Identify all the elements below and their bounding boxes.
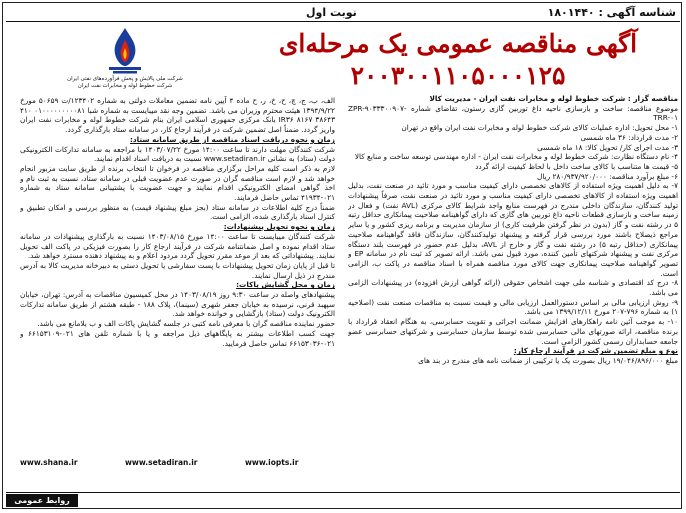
paragraph: ۱۰- به موجب آئین نامه راهکارهای افزایش ضمانت اجرائی و تقویت حسابرسی، به هنگام انعقاد قرارداد با برنده مناقصه، ارائه صورتهای مالی حسابرسی شده توسط سازمان حسابرسی و شرکتهای حسابرسی عضو جامعه حسابداران رسمی کشور الزامی است.: [348, 317, 678, 346]
paragraph: مبلغ ۱۹/۰۴۶/۸۹۶/۰۰۰ ریال بصورت یک یا ترکیبی از ضمانت نامه های مندرج در بند های: [418, 355, 678, 365]
paragraph: موضوع مناقصه: ساخت و بازسازی ناحیه داغ توربین گازی رستون، تقاضای شماره ZPR-۹۰۳۳۳۰۰۹۰۷-TRR-۰۱: [348, 103, 678, 123]
paragraph: شرکت کنندگان مهلت دارند تا ساعت ۱۴:۰۰ مورخ ۱۴۰۳/۰۷/۲۲ با مراجعه به سامانه تدارکات الکترونیکی دولت (ستاد) به نشانی www.setadiran.ir نسبت به دریافت اسناد اقدام نمایند.: [20, 144, 335, 164]
website-link[interactable]: www.shana.ir: [20, 458, 78, 467]
ad-number: شناسه آگهی : ۱۸۰۱۴۴۰: [547, 6, 676, 19]
paragraph: حضور نماینده مناقصه گران با معرفی نامه کتبی در جلسه گشایش پاکات الف و ب بلامانع می باشد.: [37, 319, 335, 329]
paragraph: ۸- درج کد اقتصادی و شناسه ملی جهت اشخاص حقوقی (ارائه گواهی ارزش افزوده) در پیشنهادات الزامی می باشد.: [348, 278, 678, 298]
paragraph: ۱- محل تحویل: اداره عملیات کالای شرکت خطوط لوله و مخابرات نفت ایران واقع در تهران: [401, 123, 678, 133]
paragraph: ۹- روش ارزیابی مالی بر اساس دستورالعمل ارزیابی مالی و قیمت نسبت به مناقصات صنعت نفت (اصلاحیه ۱) به شماره ۷۹۶-۲۰۷ مورخ ۱۳۹۹/۱۲/۱۱ می باشد.: [348, 297, 678, 317]
paragraph: ۷- به دلیل اهمیت ویژه استفاده از کالاهای تخصصی دارای کیفیت مناسب و مورد تائید در صنعت نفت، بدلیل اهمیت ویژه استفاده از کالاهای تخصصی دارای کیفیت مناسب و مورد تائید در صنعت نفت، صرفاً پیشنهادات تولید کنندگان، سازندگان داخلی مندرج در فهرست منابع واجد شرایط کالای مرکزی (AVL نفت) و فعال در زمینه ساخت و بازسازی قطعات ناحیه داغ توربین های گازی که دارای گواهینامه صلاحیت پیمانکاری حداقل رتبه ۵ در رشته نفت و گاز (بدون در نظر گرفتن ظرفیت کاری) از سازمان مدیریت و برنامه ریزی کشور و یا سایر مراجع ذیصلاح باشند مورد بررسی قرار گرفته و پیشنهاد تولیدکنندگان، سازندگان فاقد گواهینامه صلاحیت پیمانکاری (حداقل رتبه ۵) در رشته نفت و گاز و خارج از AVL، بدلیل عدم حضور در فهرست بلند دستگاه مرکزی نفت و پیشنهاد شرکتهای تأمین کننده، مورد قبول نمی باشد. ارائه تصویر کد ثبت نام در سامانه EP و تصویر گواهینامه صلاحیت پیمانکاری جهت کالای مورد مناقصه همراه با اسناد مناقصه در پاکت ب، الزامی است.: [348, 181, 678, 278]
company-logo: [40, 26, 210, 96]
paragraph: ۶- مبلغ برآورد مناقصه: ۲۸۰/۹۳۷/۹۲۰/۰۰۰ ریال: [537, 171, 678, 181]
tender-number: ۲۰۰۳۰۰۱۱۰۵۰۰۰۱۲۵: [350, 61, 566, 90]
paragraph: پیشنهادهای واصله در ساعت ۹:۳۰ روز ۱۴۰۳/۰۸/۱۹ در محل کمیسیون مناقصات به آدرس: تهران، خیابان سپهبد قرنی، نرسیده به خیابان جعفر شهری (سینما)، پلاک ۱۸۸ - طبقه هشتم از طریق سامانه تدارکات الکترونیک دولت (ستاد) بازگشایی و خوانده خواهد شد.: [20, 290, 335, 319]
paragraph: مناقصه گزار : شرکت خطوط لوله و مخابرات نفت ایران - مدیریت کالا: [429, 94, 678, 103]
paragraph: لازم به ذکر است کلیه مراحل برگزاری مناقصه در فرخوان تا انتخاب برنده از طریق سایت مزبور انجام خواهد شد و لازم است مناقصه گران در صورت عدم عضویت قبلی در سامانه ستاد، نسبت به ثبت نام و اخذ گواهی امضای الکترونیکی اقدام نمایند و جهت عضویت با پشتیبانی سامانه ستاد به شماره ۰۲۱-۴۱۹۳۴ تماس حاصل فرمایند.: [20, 163, 335, 203]
logo-line-2: شرکت خطوط لوله و مخابرات نفت ایران: [77, 83, 173, 89]
right-column: [348, 94, 678, 499]
paragraph: نوع و مبلغ تضمین شرکت در فرآیند ارجاع کار:: [513, 346, 678, 356]
website-link[interactable]: www.setadiran.ir: [125, 458, 198, 467]
ad-title: آگهی مناقصه عمومی یک مرحله‌ای: [278, 29, 638, 58]
paragraph: ۵- قیمت ها متناسب با کالای ساخت داخل با لحاظ کیفیت ارائه گردد: [475, 161, 678, 171]
left-column: [20, 96, 335, 454]
paragraph: شرکت کنندگان میبایست تا ساعت ۱۴:۰۰ مورخ ۱۴۰۳/۰۸/۱۵ نسبت به بارگذاری پیشنهادات در سامانه ستاد اقدام نموده و اصل ضمانتنامه شرکت در فرآیند ارجاع کار را بصورت فیزیکی در پاکت الف تحویل نمایند. پیشنهاداتی که بعد از موعد مقرر تحویل گردد مردود اعلام و به پیشنهاد دهنده مسترد خواهد شد.: [20, 231, 335, 261]
ad-turn: نوبت اول: [306, 6, 357, 19]
website-links: [20, 458, 335, 470]
paragraph: جهت کسب اطلاعات بیشتر به پایگاههای ذیل مراجعه و یا با شماره تلفن های ۰۲۱-۶۶۱۵۳۱۰۹ و ۰۲۱-۶۶۱۵۳۰۳۶ تماس حاصل فرمایید.: [20, 328, 335, 348]
paragraph: زمان و نحوه تحویل پیشنهادات:: [223, 222, 335, 232]
paragraph: ۳- مدت اجرای کار/ تحویل کالا: ۱۸ ماه شمسی: [537, 142, 678, 152]
flame-logo-icon: [101, 26, 149, 76]
paragraph: ضمناً درج کلیه اطلاعات در سامانه ستاد (بجز مبلغ پیشنهاد قیمت) به منظور بررسی و امکان تطبیق و کنترل اسناد بارگذاری شده، الزامی است.: [20, 202, 335, 222]
paragraph: ۲- مدت قرارداد: ۳۶ ماه شمسی: [580, 132, 678, 142]
footer-bar: [6, 492, 680, 507]
public-relations-badge: روابط عمومی: [6, 494, 78, 507]
logo-line-1: شرکت ملی پالایش و پخش فرآورده‌های نفتی ایران: [67, 76, 183, 82]
paragraph: زمان و نحوه دریافت اسناد مناقصه از طریق سامانه ستاد:: [130, 134, 335, 144]
website-link[interactable]: www.iopts.ir: [245, 458, 299, 467]
paragraph: تا قبل از پایان زمان تحویل پیشنهادات با پست سفارشی یا تحویل دستی به دبیرخانه مدیریت کالا به آدرس مندرج در ذیل ارسال نمایند.: [20, 260, 335, 280]
paragraph: ۴- نام دستگاه نظارت: شرکت خطوط لوله و مخابرات نفت ایران - اداره مهندسی توسعه ساخت و منابع کالا: [354, 152, 678, 162]
header-bar: [6, 5, 680, 22]
paragraph: زمان و محل گشایش پاکات:: [236, 280, 335, 290]
paragraph: الف، ب، ج، چ، ح، خ، ر، ح ماده ۴ آیین نامه تضمین معاملات دولتی به شماره ۱۲۳۴۰۲/ت ۵۰۶۵۹ مورخ ۱۳۹۴/۹/۲۲ هیئت محترم وزیران می باشد. تضمین وجه نقد میبایست به شماره شبا ۰۱۰۰۰۰۰۰۰۰۰۸۱ ۴۱۰ ۳۸۶۴۳ ۸۱۶۷ IR۳۶ بانک مرکزی جمهوری اسلامی ایران بنام شرکت خطوط لوله و مخابرات نفت ایران واریز گردد. ضمناً اصل تضمین شرکت در فرآیند ارجاع کار، در سامانه ستاد بارگذاری گردد.: [20, 96, 335, 135]
